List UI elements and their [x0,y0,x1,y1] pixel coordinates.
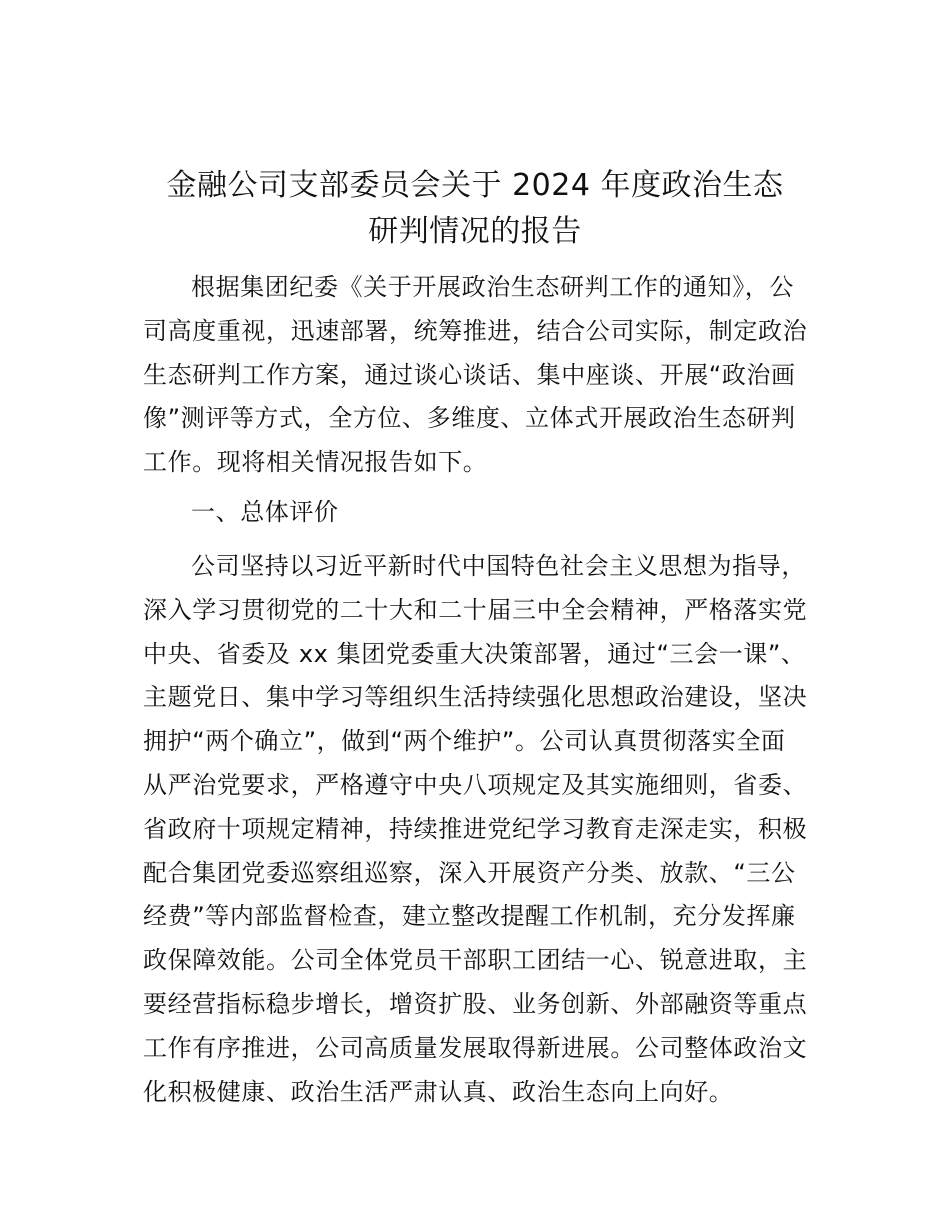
paragraph-line: 根据集团纪委《关于开展政治生态研判工作的通知》，公 [191,273,794,301]
paragraph-overall-evaluation [143,545,811,1114]
paragraph-line: 像”测评等方式，全方位、多维度、立体式开展政治生态研判 [143,404,796,433]
paragraph-line: 深入学习贯彻党的二十大和二十届三中全会精神，严格落实党 [143,595,808,624]
title-line-2: 研判情况的报告 [368,214,582,249]
paragraph-intro [143,266,811,485]
paragraph-line: 省政府十项规定精神，持续推进党纪学习教育走深走实，积极 [143,814,808,843]
paragraph-line: 要经营指标稳步增长，增资扩股、业务创新、外部融资等重点 [143,989,808,1018]
paragraph-line: 工作有序推进，公司高质量发展取得新进展。公司整体政治文 [143,1033,808,1062]
paragraph-line: 化积极健康、政治生活严肃认真、政治生态向上向好。 [143,1077,734,1106]
paragraph-line: 中央、省委及 xx 集团党委重大决策部署，通过“三会一课”、 [143,639,806,668]
section-heading [143,491,811,535]
paragraph-line: 经费”等内部监督检查，建立整改提醒工作机制，充分发挥廉 [143,902,796,931]
paragraph-line: 主题党日、集中学习等组织生活持续强化思想政治建设，坚决 [143,683,808,712]
section-heading-text: 一、总体评价 [191,498,339,526]
paragraph-line: 生态研判工作方案，通过谈心谈话、集中座谈、开展“政治画 [143,360,796,389]
paragraph-line: 政保障效能。公司全体党员干部职工团结一心、锐意进取，主 [143,946,808,975]
paragraph-line: 拥护“两个确立”，做到“两个维护”。公司认真贯彻落实全面 [143,727,786,756]
paragraph-line: 公司坚持以习近平新时代中国特色社会主义思想为指导， [191,552,806,580]
paragraph-line: 配合集团党委巡察组巡察，深入开展资产分类、放款、“三公 [143,858,796,887]
paragraph-line: 司高度重视，迅速部署，统筹推进，结合公司实际，制定政治 [143,316,808,345]
paragraph-line: 从严治党要求，严格遵守中央八项规定及其实施细则，省委、 [143,770,808,799]
document-title [140,163,810,255]
title-line-1: 金融公司支部委员会关于 2024 年度政治生态 [166,168,784,203]
paragraph-line: 工作。现将相关情况报告如下。 [143,448,488,477]
